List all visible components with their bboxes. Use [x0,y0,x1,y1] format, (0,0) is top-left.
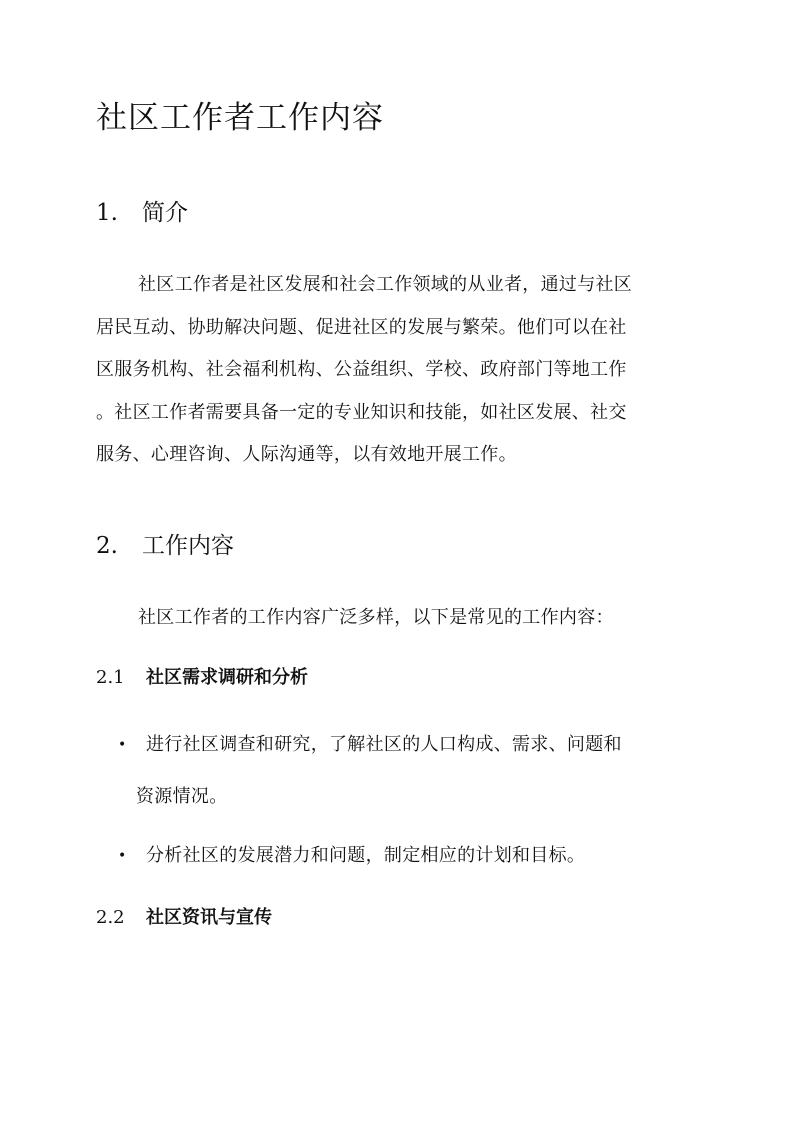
subsection-number: 2.1 [96,667,125,688]
list-item-text: 分析社区的发展潜力和问题，制定相应的计划和目标。 [146,845,586,866]
paragraph-line: 。社区工作者需要具备一定的专业知识和技能，如社区发展、社交 [96,401,627,423]
paragraph-line: 区服务机构、社会福利机构、公益组织、学校、政府部门等地工作 [96,359,627,380]
paragraph-line: 社区工作者是社区发展和社会工作领域的从业者，通过与社区 [138,274,633,295]
subsection-number: 2.2 [96,907,125,928]
section-heading-work-content [96,530,234,562]
section-title: 工作内容 [142,533,234,559]
subsection-heading-needs-research [96,663,308,693]
bullet-marker: • [118,737,127,753]
intro-paragraph [96,264,708,477]
subsection-heading-info-promotion [96,903,272,933]
paragraph-line: 服务、心理咨询、人际沟通等，以有效地开展工作。 [96,444,517,465]
document-title: 社区工作者工作内容 [96,100,384,136]
subsection-title: 社区资讯与宣传 [146,907,272,928]
list-item [118,719,622,823]
paragraph-line: 居民互动、协助解决问题、促进社区的发展与繁荣。他们可以在社 [96,316,627,338]
work-content-intro: 社区工作者的工作内容广泛多样，以下是常见的工作内容： [138,607,614,628]
list-item-text: 进行社区调查和研究，了解社区的人口构成、需求、问题和 [146,734,622,755]
list-item-text: 资源情况。 [136,786,228,807]
section-heading-intro [96,197,188,229]
subsection-title: 社区需求调研和分析 [146,667,308,688]
section-number: 2. [96,533,118,559]
bullet-marker: • [118,848,127,864]
list-item [118,830,585,882]
section-number: 1. [96,200,118,226]
section-title: 简介 [142,200,188,226]
